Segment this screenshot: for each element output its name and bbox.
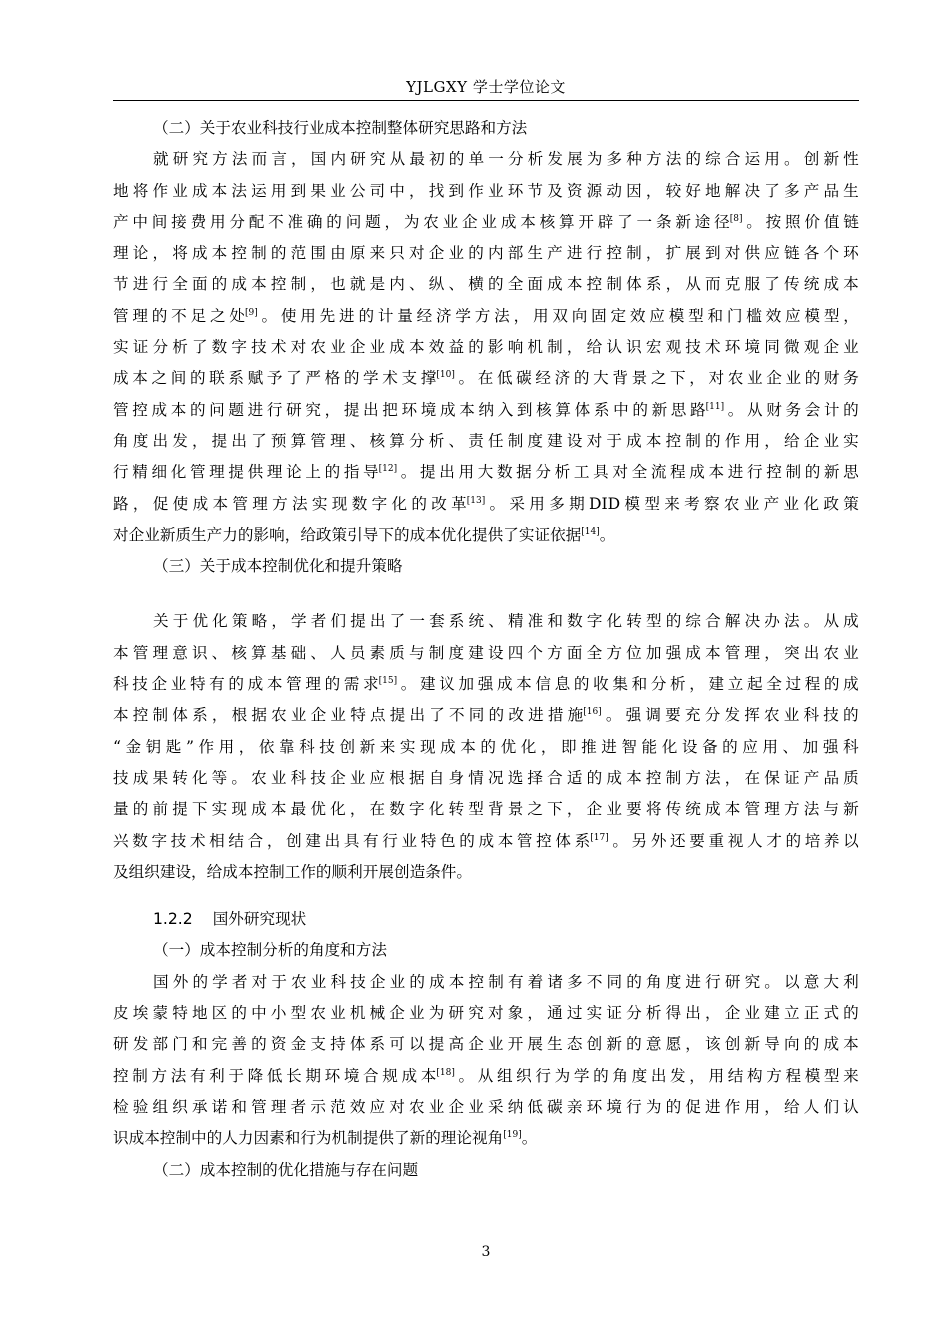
text-line: 行 精 细 化 管 理 提 供 理 论 上 的 指 导[12] 。 提 出 用 大 数 据 分 析 工 具 对 全 流 程 成 本 进 行 控 制 的 新 思 [113, 463, 859, 482]
text-line: 本 控 制 体 系 ， 根 据 农 业 企 业 特 点 提 出 了 不 同 的 改 进 措 施[16] 。 强 调 要 充 分 发 挥 农 业 科 技 的 [113, 706, 859, 725]
citation-marker: [19] [503, 1130, 522, 1141]
text-line: 兴 数 字 技 术 相 结 合 ， 创 建 出 具 有 行 业 特 色 的 成 本 管 控 体 系[17] 。 另 外 还 要 重 视 人 才 的 培 养 以 [113, 831, 859, 850]
citation-marker: [16] [583, 707, 602, 718]
text-line: 及 组 织 建 设 ， 给 成 本 控 制 工 作 的 顺 利 开 展 创 造 条 件 。 [113, 862, 473, 881]
text-line: 皮 埃 蒙 特 地 区 的 中 小 型 农 业 机 械 企 业 为 研 究 对 象 ， 通 过 实 证 分 析 得 出 ， 企 业 建 立 正 式 的 [113, 1004, 859, 1023]
text-line: 识 成 本 控 制 中 的 人 力 因 素 和 行 为 机 制 提 供 了 新 的 理 论 视 角[19] 。 [113, 1129, 538, 1148]
text-line: 管 理 的 不 足 之 处[9] 。 使 用 先 进 的 计 量 经 济 学 方 法 ， 用 双 向 固 定 效 应 模 型 和 门 槛 效 应 模 型 ， [113, 306, 859, 325]
text-line: “ 金 钥 匙 ” 作 用 ， 依 靠 科 技 创 新 来 实 现 成 本 的 优 化 ， 即 推 进 智 能 化 设 备 的 应 用 、 加 强 科 [113, 737, 859, 756]
text-line: 科 技 企 业 特 有 的 成 本 管 理 的 需 求[15] 。 建 议 加 强 成 本 信 息 的 收 集 和 分 析 ， 建 立 起 全 过 程 的 成 [113, 675, 859, 694]
section-title-f2: （二）成本控制的优化措施与存在问题 [153, 1160, 419, 1179]
header-rule [113, 100, 859, 101]
text-line: 技 成 果 转 化 等 。 农 业 科 技 企 业 应 根 据 自 身 情 况 选 择 合 适 的 成 本 控 制 方 法 ， 在 保 证 产 品 质 [113, 768, 859, 787]
spacer [113, 888, 859, 904]
text-line: 就 研 究 方 法 而 言 ， 国 内 研 究 从 最 初 的 单 一 分 析 发 展 为 多 种 方 法 的 综 合 运 用 。 创 新 性 [153, 150, 859, 169]
citation-marker: [9] [244, 307, 258, 318]
text-line: 地 将 作 业 成 本 法 运 用 到 果 业 公 司 中 ， 找 到 作 业 环 节 及 资 源 动 因 ， 较 好 地 解 决 了 多 产 品 生 [113, 181, 859, 200]
running-header: YJLGXY 学士学位论文 [406, 78, 566, 96]
section-title-s3: （三）关于成本控制优化和提升策略 [153, 557, 403, 576]
paragraph-f1 [113, 967, 859, 1155]
section-title-s2: （二）关于农业科技行业成本控制整体研究思路和方法 [153, 119, 528, 137]
citation-marker: [14] [581, 526, 600, 537]
text-line: 角 度 出 发 ， 提 出 了 预 算 管 理 、 核 算 分 析 、 责 任 制 度 建 设 对 于 成 本 控 制 的 作 用 ， 给 企 业 实 [113, 431, 859, 450]
text-line: 理 论 ， 将 成 本 控 制 的 范 围 由 原 来 只 对 企 业 的 内 部 生 产 进 行 控 制 ， 扩 展 到 对 供 应 链 各 个 环 [113, 244, 859, 263]
citation-marker: [12] [378, 464, 398, 475]
text-line: 国 外 的 学 者 对 于 农 业 科 技 企 业 的 成 本 控 制 有 着 诸 多 不 同 的 角 度 进 行 研 究 。 以 意 大 利 [153, 972, 859, 991]
text-line: 研 发 部 门 和 完 善 的 资 金 支 持 体 系 可 以 提 高 企 业 开 展 生 态 创 新 的 意 愿 ， 该 创 新 导 向 的 成 本 [113, 1035, 859, 1054]
spacer [113, 582, 859, 606]
page-number: 3 [481, 1244, 491, 1260]
text-line: 实 证 分 析 了 数 字 技 术 对 农 业 企 业 成 本 效 益 的 影 响 机 制 ， 给 认 识 宏 观 技 术 环 境 同 微 观 企 业 [113, 338, 859, 357]
citation-marker: [13] [466, 495, 486, 506]
citation-marker: [18] [436, 1067, 455, 1078]
citation-marker: [8] [729, 213, 743, 224]
paragraph-s3 [113, 606, 859, 888]
heading-title: 国外研究现状 [212, 910, 307, 929]
text-line: 产 中 间 接 费 用 分 配 不 准 确 的 问 题 ， 为 农 业 企 业 成 本 核 算 开 辟 了 一 条 新 途 径[8] 。 按 照 价 值 链 [113, 212, 859, 231]
citation-marker: [10] [436, 370, 455, 381]
text-line: 控 制 方 法 有 利 于 降 低 长 期 环 境 合 规 成 本[18] 。 从 组 织 行 为 学 的 角 度 出 发 ， 用 结 构 方 程 模 型 来 [113, 1066, 859, 1085]
subsection-heading-1-2-2 [113, 904, 859, 935]
section-title-f1: （一）成本控制分析的角度和方法 [153, 941, 387, 960]
text-line: 量 的 前 提 下 实 现 成 本 最 优 化 ， 在 数 字 化 转 型 背 景 之 下 ， 企 业 要 将 传 统 成 本 管 理 方 法 与 新 [113, 800, 859, 819]
text-line: 路 ， 促 使 成 本 管 理 方 法 实 现 数 字 化 的 改 革[13] 。 采 用 多 期 DID 模 型 来 考 察 农 业 产 业 化 政 策 [113, 494, 859, 513]
text-line: 对 企 业 新 质 生 产 力 的 影 响 ， 给 政 策 引 导 下 的 成 本 优 化 提 供 了 实 证 依 据[14] 。 [113, 525, 616, 544]
citation-marker: [17] [590, 832, 609, 843]
text-line: 节 进 行 全 面 的 成 本 控 制 ， 也 就 是 内 、 纵 、 横 的 全 面 成 本 控 制 体 系 ， 从 而 克 服 了 传 统 成 本 [113, 275, 859, 294]
text-line: 本 管 理 意 识 、 核 算 基 础 、 人 员 素 质 与 制 度 建 设 四 个 方 面 全 方 位 加 强 成 本 管 理 ， 突 出 农 业 [113, 643, 859, 662]
text-line: 关 于 优 化 策 略 ， 学 者 们 提 出 了 一 套 系 统 、 精 准 和 数 字 化 转 型 的 综 合 解 决 办 法 。 从 成 [153, 612, 859, 631]
heading-number: 1.2.2 [153, 910, 193, 929]
text-line: 成 本 之 间 的 联 系 赋 予 了 严 格 的 学 术 支 撑[10] 。 在 低 碳 经 济 的 大 背 景 之 下 ， 对 农 业 企 业 的 财 务 [113, 369, 859, 388]
text-line: 管 控 成 本 的 问 题 进 行 研 究 ， 提 出 把 环 境 成 本 纳 入 到 核 算 体 系 中 的 新 思 路[11] 。 从 财 务 会 计 的 [113, 400, 859, 419]
citation-marker: [15] [378, 675, 398, 686]
body-text [113, 113, 859, 1186]
citation-marker: [11] [705, 401, 725, 412]
text-line: 检 验 组 织 承 诺 和 管 理 者 示 范 效 应 对 农 业 企 业 采 纳 低 碳 亲 环 境 行 为 的 促 进 作 用 ， 给 人 们 认 [113, 1097, 859, 1116]
paragraph-s2 [113, 144, 859, 551]
